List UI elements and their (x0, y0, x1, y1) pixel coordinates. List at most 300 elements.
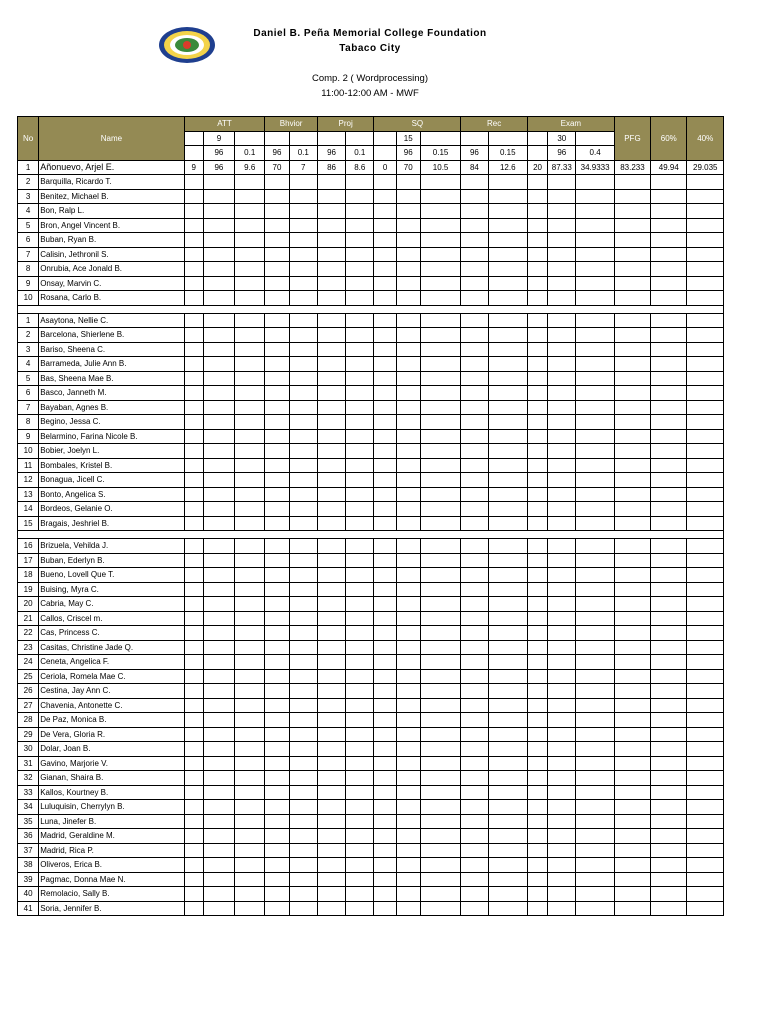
student-name: Benitez, Michael B. (39, 189, 184, 204)
grade-cell (461, 713, 488, 728)
grade-cell (488, 814, 527, 829)
grade-cell (488, 502, 527, 517)
grade-cell (184, 756, 203, 771)
grade-cell (461, 539, 488, 554)
grade-cell (374, 655, 396, 670)
grade-cell (184, 785, 203, 800)
student-name: Bariso, Sheena C. (39, 342, 184, 357)
grade-cell (420, 291, 460, 306)
grade-cell (527, 843, 547, 858)
grade-cell (687, 444, 724, 459)
student-name: Luluquisin, Cherrylyn B. (39, 800, 184, 815)
grade-cell (184, 444, 203, 459)
grade-cell (461, 553, 488, 568)
grade-cell (265, 458, 289, 473)
student-name: Remolacio, Sally B. (39, 887, 184, 902)
grade-cell (548, 276, 576, 291)
grade-cell (488, 713, 527, 728)
grade-cell (289, 684, 317, 699)
grade-cell (235, 858, 265, 873)
grade-cell (527, 415, 547, 430)
grade-cell (651, 189, 687, 204)
grade-cell (346, 276, 374, 291)
grade-cell (420, 247, 460, 262)
grade-cell (488, 516, 527, 531)
student-name: Gavino, Marjorie V. (39, 756, 184, 771)
table-row (18, 626, 724, 641)
grade-cell (576, 218, 614, 233)
grade-cell (265, 415, 289, 430)
grade-cell (184, 727, 203, 742)
grade-cell (374, 814, 396, 829)
grade-cell (687, 640, 724, 655)
grade-cell (614, 429, 650, 444)
grade-cell (346, 582, 374, 597)
row-number: 7 (18, 247, 39, 262)
grade-cell (576, 262, 614, 277)
grade-cell (203, 800, 234, 815)
grade-cell (203, 814, 234, 829)
grade-cell (346, 204, 374, 219)
grade-cell (203, 516, 234, 531)
grade-cell (651, 247, 687, 262)
table-row (18, 814, 724, 829)
grade-cell (184, 843, 203, 858)
grade-cell (396, 611, 420, 626)
grade-cell (235, 516, 265, 531)
grade-cell (203, 684, 234, 699)
grade-cell (548, 800, 576, 815)
grade-cell (203, 371, 234, 386)
grade-cell (687, 291, 724, 306)
grade-cell (420, 582, 460, 597)
table-row (18, 829, 724, 844)
grade-cell (184, 684, 203, 699)
grade-cell (265, 872, 289, 887)
grade-cell (396, 371, 420, 386)
grade-cell (203, 328, 234, 343)
grade-cell (235, 342, 265, 357)
grade-cell (289, 400, 317, 415)
grade-cell (576, 742, 614, 757)
student-name: Bron, Angel Vincent B. (39, 218, 184, 233)
grade-cell (396, 516, 420, 531)
grade-cell (317, 502, 345, 517)
grade-cell (203, 276, 234, 291)
grade-cell (203, 444, 234, 459)
grade-cell (184, 669, 203, 684)
grade-cell (346, 357, 374, 372)
grade-cell (346, 386, 374, 401)
grade-cell (317, 539, 345, 554)
grade-cell (651, 568, 687, 583)
grade-cell (184, 262, 203, 277)
grade-cell (346, 800, 374, 815)
grade-cell (576, 698, 614, 713)
student-name: Bon, Ralp L. (39, 204, 184, 219)
grade-cell (576, 785, 614, 800)
grade-cell (488, 276, 527, 291)
grade-cell (184, 204, 203, 219)
grade-cell (317, 727, 345, 742)
grade-cell (420, 371, 460, 386)
grade-cell (488, 189, 527, 204)
grade-cell (184, 502, 203, 517)
grade-cell (420, 800, 460, 815)
grade-cell (461, 218, 488, 233)
grade-cell (346, 487, 374, 502)
grade-cell (203, 582, 234, 597)
grade-cell (203, 204, 234, 219)
grade-cell (420, 713, 460, 728)
grade-cell (184, 553, 203, 568)
grade-cell (420, 386, 460, 401)
grade-cell (203, 698, 234, 713)
grade-cell (576, 872, 614, 887)
grade-cell (265, 553, 289, 568)
att-weight: 0.1 (235, 146, 265, 161)
table-row (18, 858, 724, 873)
grade-cell (651, 611, 687, 626)
grade-cell (203, 713, 234, 728)
grade-cell (527, 262, 547, 277)
grade-cell (203, 872, 234, 887)
grade-cell (488, 553, 527, 568)
row-number: 29 (18, 727, 39, 742)
row-number: 20 (18, 597, 39, 612)
student-name: Basco, Janneth M. (39, 386, 184, 401)
grade-cell (317, 582, 345, 597)
grade-cell (687, 814, 724, 829)
grade-cell (651, 516, 687, 531)
grade-cell (548, 175, 576, 190)
grade-cell (374, 204, 396, 219)
grade-cell (420, 262, 460, 277)
table-row (18, 713, 724, 728)
grade-cell (235, 611, 265, 626)
att-base: 96 (203, 146, 234, 161)
grade-cell (235, 189, 265, 204)
grade-cell (235, 400, 265, 415)
grade-cell (420, 487, 460, 502)
grade-cell (548, 669, 576, 684)
grade-cell (289, 247, 317, 262)
grade-cell (317, 568, 345, 583)
grade-cell (461, 276, 488, 291)
grade-cell (576, 291, 614, 306)
grade-cell (687, 742, 724, 757)
grade-cell (317, 313, 345, 328)
grade-cell (461, 800, 488, 815)
grade-cell (317, 669, 345, 684)
grade-cell (203, 640, 234, 655)
grade-cell (687, 858, 724, 873)
table-row (18, 582, 724, 597)
student-name: Luna, Jinefer B. (39, 814, 184, 829)
grade-cell (488, 829, 527, 844)
grade-cell: 34.9333 (576, 160, 614, 175)
grade-cell (420, 502, 460, 517)
grade-cell (289, 371, 317, 386)
grade-cell (184, 887, 203, 902)
grade-cell (461, 429, 488, 444)
grade-cell (346, 458, 374, 473)
grade-cell (420, 814, 460, 829)
grade-cell (614, 887, 650, 902)
grade-cell (235, 415, 265, 430)
grade-cell: 87.33 (548, 160, 576, 175)
table-row (18, 568, 724, 583)
row-number: 2 (18, 328, 39, 343)
grade-cell (527, 553, 547, 568)
grade-cell (614, 291, 650, 306)
row-number: 3 (18, 189, 39, 204)
grade-cell (203, 771, 234, 786)
grade-cell (374, 611, 396, 626)
row-number: 5 (18, 218, 39, 233)
grade-cell (420, 175, 460, 190)
grade-cell (235, 502, 265, 517)
grade-cell (651, 386, 687, 401)
grade-cell (614, 342, 650, 357)
grade-cell (265, 887, 289, 902)
grade-cell (461, 582, 488, 597)
grade-cell (396, 291, 420, 306)
row-number: 15 (18, 516, 39, 531)
grade-cell (203, 785, 234, 800)
grade-cell (317, 415, 345, 430)
grade-cell (235, 640, 265, 655)
grade-cell (527, 771, 547, 786)
row-number: 24 (18, 655, 39, 670)
grade-cell (184, 516, 203, 531)
grade-cell (488, 901, 527, 916)
table-row (18, 342, 724, 357)
grade-cell (687, 357, 724, 372)
grade-cell (235, 262, 265, 277)
grade-cell (289, 386, 317, 401)
grade-cell (614, 756, 650, 771)
grade-cell (235, 669, 265, 684)
grade-cell (289, 233, 317, 248)
grade-cell (235, 313, 265, 328)
grade-cell (235, 742, 265, 757)
grade-cell (396, 684, 420, 699)
grade-cell (548, 386, 576, 401)
grade-cell (346, 262, 374, 277)
grade-cell (461, 597, 488, 612)
grade-cell (346, 901, 374, 916)
grade-cell (265, 582, 289, 597)
grade-cell (420, 901, 460, 916)
grade-cell (289, 444, 317, 459)
grade-cell (527, 640, 547, 655)
grade-cell (651, 669, 687, 684)
table-row (18, 357, 724, 372)
grade-cell (374, 502, 396, 517)
grade-cell (374, 872, 396, 887)
grade-cell (184, 597, 203, 612)
student-name: Gianan, Shaira B. (39, 771, 184, 786)
grade-cell (420, 553, 460, 568)
grade-cell (396, 756, 420, 771)
grade-cell: 70 (265, 160, 289, 175)
grade-cell (614, 175, 650, 190)
grade-cell (265, 771, 289, 786)
grade-cell (548, 684, 576, 699)
grade-cell (687, 516, 724, 531)
grade-cell (420, 342, 460, 357)
grade-cell (548, 357, 576, 372)
grade-cell (265, 189, 289, 204)
grade-cell (687, 487, 724, 502)
grade-cell (420, 313, 460, 328)
table-row (18, 887, 724, 902)
table-row (18, 473, 724, 488)
grade-cell (576, 771, 614, 786)
grade-cell (687, 756, 724, 771)
grade-cell (265, 843, 289, 858)
grade-cell (548, 829, 576, 844)
grade-cell (374, 582, 396, 597)
grade-cell (461, 328, 488, 343)
grade-cell (265, 502, 289, 517)
grade-cell (346, 371, 374, 386)
grade-cell (461, 473, 488, 488)
grade-cell (651, 342, 687, 357)
grade-cell (548, 313, 576, 328)
grade-cell (265, 204, 289, 219)
sq-base: 96 (396, 146, 420, 161)
grade-cell (317, 357, 345, 372)
grade-cell (488, 429, 527, 444)
row-number: 12 (18, 473, 39, 488)
grade-cell (346, 829, 374, 844)
grade-cell (396, 640, 420, 655)
grade-cell (374, 342, 396, 357)
grade-cell (576, 386, 614, 401)
grade-cell (374, 756, 396, 771)
grade-cell (396, 698, 420, 713)
grade-cell (461, 756, 488, 771)
grade-cell (203, 342, 234, 357)
grade-cell (289, 887, 317, 902)
header-row-categories (18, 117, 724, 132)
grade-cell (396, 597, 420, 612)
row-number: 9 (18, 429, 39, 444)
grade-cell (317, 204, 345, 219)
grade-cell (548, 342, 576, 357)
grade-cell (576, 901, 614, 916)
grade-cell (265, 487, 289, 502)
grade-cell (317, 742, 345, 757)
grade-cell (461, 669, 488, 684)
student-name: Bonagua, Jicell C. (39, 473, 184, 488)
grade-cell (576, 611, 614, 626)
grade-cell (576, 342, 614, 357)
grade-cell (265, 357, 289, 372)
grade-cell (235, 814, 265, 829)
grade-cell (203, 858, 234, 873)
grade-cell (527, 698, 547, 713)
grade-cell (374, 858, 396, 873)
grade-cell (374, 415, 396, 430)
grade-cell (265, 218, 289, 233)
pfg-header: PFG (614, 117, 650, 161)
grade-cell (527, 901, 547, 916)
grade-cell (265, 626, 289, 641)
grade-cell: 0 (374, 160, 396, 175)
grade-cell (265, 247, 289, 262)
grade-cell (651, 262, 687, 277)
grade-cell (184, 328, 203, 343)
grade-cell (651, 742, 687, 757)
grade-cell (651, 553, 687, 568)
grade-cell (235, 247, 265, 262)
grade-cell (687, 175, 724, 190)
behavior-header: Bhvior (265, 117, 318, 132)
grade-cell (687, 276, 724, 291)
institution-city: Tabaco City (339, 43, 401, 54)
grade-cell (346, 502, 374, 517)
grade-cell (548, 291, 576, 306)
grade-cell (317, 444, 345, 459)
grade-cell (488, 204, 527, 219)
grade-cell (527, 611, 547, 626)
grade-cell (527, 516, 547, 531)
grade-cell (461, 487, 488, 502)
grade-cell (289, 539, 317, 554)
student-name: Chavenia, Antonette C. (39, 698, 184, 713)
grade-cell (420, 669, 460, 684)
grade-cell (614, 611, 650, 626)
grade-cell (651, 640, 687, 655)
grade-cell (203, 502, 234, 517)
grade-cell (651, 597, 687, 612)
grade-cell (687, 342, 724, 357)
grade-cell (548, 858, 576, 873)
grade-cell (687, 262, 724, 277)
student-name: Bonto, Angelica S. (39, 487, 184, 502)
grade-cell (614, 386, 650, 401)
grade-cell (184, 357, 203, 372)
grade-cell (548, 756, 576, 771)
grade-cell (184, 400, 203, 415)
grade-cell (614, 502, 650, 517)
forty-percent-cell: 29.035 (687, 160, 724, 175)
grade-cell (488, 727, 527, 742)
grade-cell (374, 386, 396, 401)
grade-cell (265, 655, 289, 670)
grade-cell (396, 872, 420, 887)
grade-cell (265, 371, 289, 386)
row-number: 41 (18, 901, 39, 916)
grade-cell (527, 342, 547, 357)
grade-cell (374, 843, 396, 858)
grade-cell (461, 887, 488, 902)
grade-cell (548, 887, 576, 902)
grade-cell (396, 669, 420, 684)
grade-cell (420, 539, 460, 554)
grade-cell (265, 756, 289, 771)
behavior-base: 96 (265, 146, 289, 161)
table-row (18, 742, 724, 757)
grade-cell (184, 175, 203, 190)
table-row (18, 218, 724, 233)
grade-cell (396, 727, 420, 742)
grade-cell (527, 328, 547, 343)
grade-cell (396, 175, 420, 190)
